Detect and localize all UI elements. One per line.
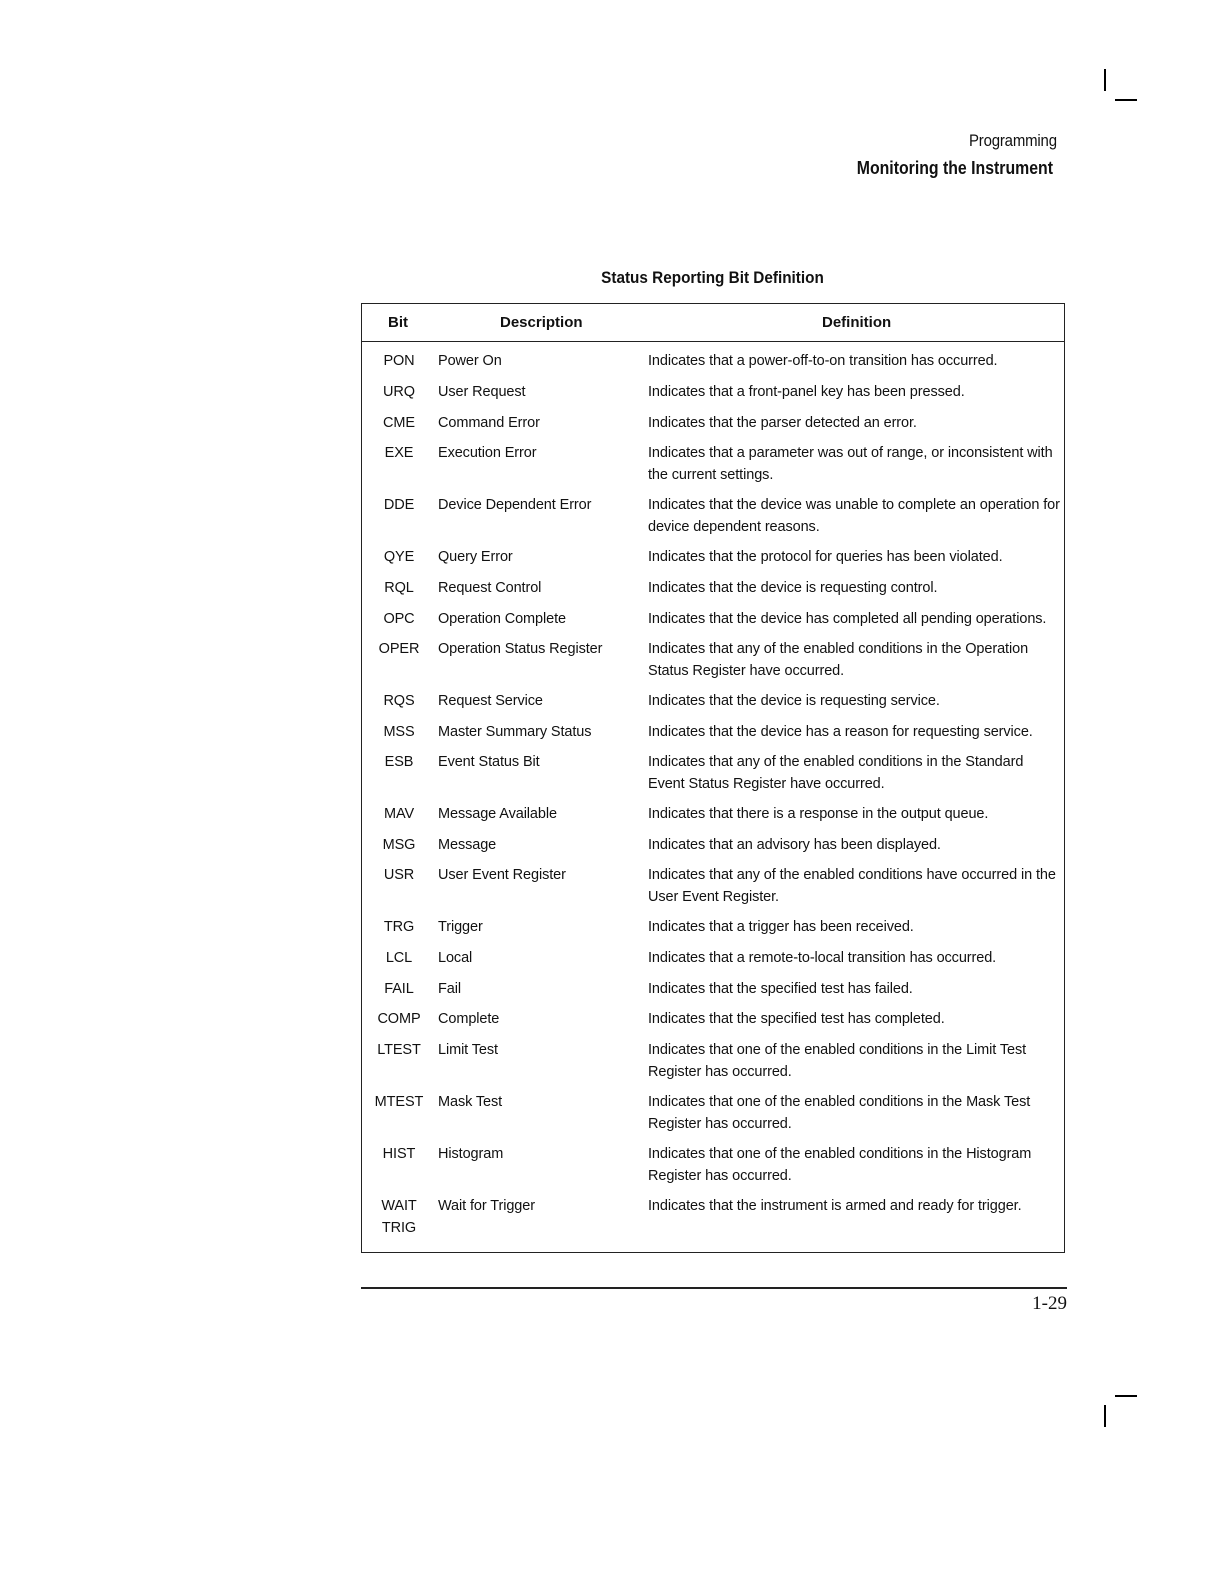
cell-description: Message [438, 837, 497, 853]
column-header-bit: Bit [388, 314, 408, 331]
cell-description: Mask Test [438, 1094, 503, 1110]
footer-rule [361, 1287, 1067, 1289]
cell-definition: Indicates that the device is requesting control. [648, 580, 938, 596]
cell-bit: COMP [377, 1011, 421, 1027]
running-header-section: Programming [969, 131, 1057, 150]
cell-definition: Indicates that the specified test has failed. [648, 981, 913, 997]
cell-bit: DDE [383, 497, 415, 513]
cell-definition: Indicates that a trigger has been received. [648, 919, 914, 935]
cell-description: Device Dependent Error [438, 497, 592, 513]
cell-definition: Indicates that any of the enabled conditions have occurred in the User Event Register. [648, 867, 1056, 905]
cell-description: Execution Error [438, 445, 537, 461]
cell-definition: Indicates that one of the enabled conditions in the Mask Test Register has occurred. [648, 1094, 1031, 1132]
cell-definition: Indicates that the device has a reason for requesting service. [648, 724, 1033, 740]
cell-description: User Request [438, 384, 526, 400]
table-header-row [362, 304, 1064, 342]
cell-definition: Indicates that a power-off-to-on transition has occurred. [648, 353, 998, 369]
cell-definition: Indicates that there is a response in the output queue. [648, 806, 989, 822]
cell-description: User Event Register [438, 867, 566, 883]
cell-description: Command Error [438, 415, 540, 431]
cell-definition: Indicates that an advisory has been displayed. [648, 837, 941, 853]
cell-bit: ESB [384, 754, 414, 770]
cell-bit: TRG [383, 919, 415, 935]
cell-description: Message Available [438, 806, 557, 822]
cell-bit: RQS [383, 693, 415, 709]
cell-description: Master Summary Status [438, 724, 592, 740]
cell-bit: EXE [384, 445, 414, 461]
cell-bit: OPER [378, 641, 420, 657]
running-header-topic: Monitoring the Instrument [856, 158, 1053, 178]
cell-definition: Indicates that the device is requesting service. [648, 693, 940, 709]
cell-description: Complete [438, 1011, 500, 1027]
cell-description: Operation Status Register [438, 641, 603, 657]
column-header-definition: Definition [822, 314, 892, 331]
cell-description: Histogram [438, 1146, 504, 1162]
cell-bit: CME [383, 415, 415, 431]
cell-description: Query Error [438, 549, 513, 565]
cell-definition: Indicates that the specified test has completed. [648, 1011, 945, 1027]
crop-mark-bottom-vertical [1104, 1405, 1106, 1427]
cell-description: Event Status Bit [438, 754, 540, 770]
cell-bit: QYE [383, 549, 415, 565]
status-bit-table [361, 303, 1065, 1253]
column-header-description: Description [500, 314, 583, 331]
cell-bit: LTEST [377, 1042, 421, 1058]
cell-bit: MSS [383, 724, 415, 740]
cell-definition: Indicates that the parser detected an error. [648, 415, 917, 431]
cell-description: Local [438, 950, 473, 966]
cell-description: Wait for Trigger [438, 1198, 535, 1214]
cell-description: Fail [438, 981, 461, 997]
page-number: 1-29 [1032, 1293, 1067, 1314]
crop-mark-top-horizontal [1115, 99, 1137, 101]
cell-bit: HIST [382, 1146, 416, 1162]
cell-description: Request Control [438, 580, 542, 596]
cell-bit: PON [383, 353, 415, 369]
cell-bit: OPC [383, 611, 415, 627]
cell-definition: Indicates that one of the enabled conditions in the Limit Test Register has occurred. [648, 1042, 1027, 1080]
cell-description: Operation Complete [438, 611, 566, 627]
cell-definition: Indicates that a front-panel key has been pressed. [648, 384, 965, 400]
cell-definition: Indicates that the device has completed all pending operations. [648, 611, 1047, 627]
cell-definition: Indicates that any of the enabled conditions in the Standard Event Status Register have occurred. [648, 754, 1024, 792]
cell-definition: Indicates that the device was unable to complete an operation for device dependent reasons. [648, 497, 1060, 535]
cell-bit: RQL [384, 580, 414, 596]
cell-description: Trigger [438, 919, 483, 935]
cell-description: Request Service [438, 693, 543, 709]
cell-bit: USR [383, 867, 415, 883]
crop-mark-bottom-horizontal [1115, 1395, 1137, 1397]
cell-bit: MTEST [374, 1094, 424, 1110]
cell-bit: LCL [385, 950, 413, 966]
cell-description: Power On [438, 353, 502, 369]
cell-definition: Indicates that a parameter was out of range, or inconsistent with the current settings. [648, 445, 1053, 483]
crop-mark-top-vertical [1104, 69, 1106, 91]
cell-definition: Indicates that any of the enabled conditions in the Operation Status Register have occurred. [648, 641, 1029, 679]
cell-description: Limit Test [438, 1042, 498, 1058]
cell-definition: Indicates that a remote-to-local transition has occurred. [648, 950, 997, 966]
cell-bit: WAIT TRIG [381, 1198, 417, 1236]
cell-bit: FAIL [384, 981, 414, 997]
table-title: Status Reporting Bit Definition [601, 268, 824, 287]
cell-definition: Indicates that the instrument is armed and ready for trigger. [648, 1198, 1022, 1214]
cell-bit: URQ [383, 384, 415, 400]
cell-definition: Indicates that the protocol for queries has been violated. [648, 549, 1003, 565]
cell-bit: MSG [382, 837, 416, 853]
cell-definition: Indicates that one of the enabled conditions in the Histogram Register has occurred. [648, 1146, 1032, 1184]
cell-bit: MAV [383, 806, 415, 822]
